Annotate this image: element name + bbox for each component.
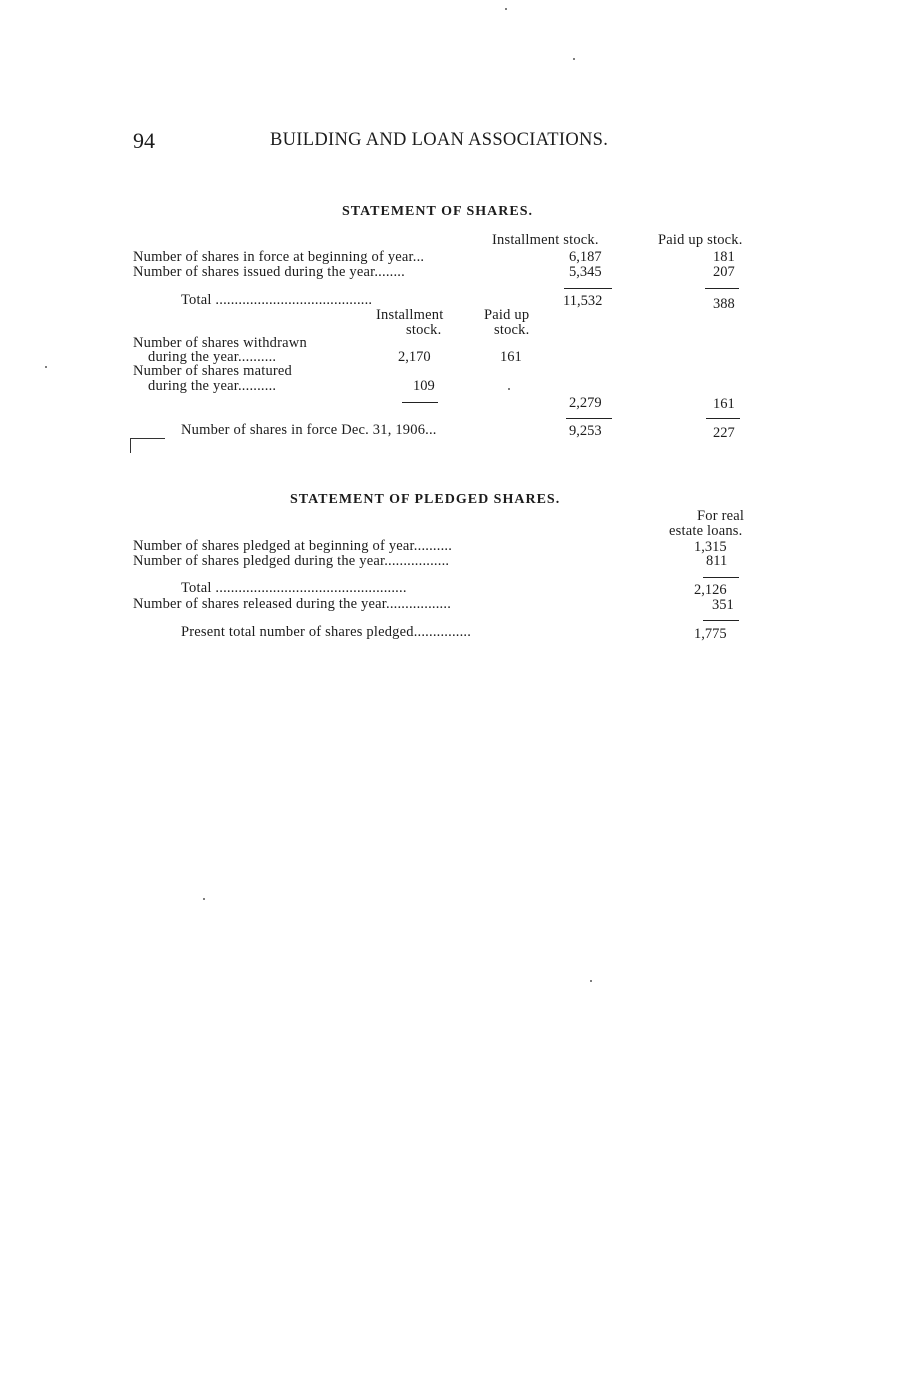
sub-header-paid-up-stock: stock. bbox=[494, 322, 530, 338]
row-label-withdrawn: Number of shares withdrawn bbox=[133, 335, 307, 351]
pledged-value-released: 351 bbox=[712, 597, 734, 613]
value-beginning-installment: 6,187 bbox=[569, 249, 602, 265]
rule bbox=[703, 620, 739, 621]
running-title: BUILDING AND LOAN ASSOCIATIONS. bbox=[270, 130, 609, 150]
pledged-row-beginning: Number of shares pledged at beginning of year.......... bbox=[133, 538, 453, 554]
pledged-row-total: Total .................................................. bbox=[181, 580, 407, 596]
pledged-section-title: STATEMENT OF PLEDGED SHARES. bbox=[290, 492, 561, 507]
scan-speck bbox=[505, 8, 507, 10]
value-deductions-paid-up: 161 bbox=[713, 396, 735, 412]
pledged-row-during: Number of shares pledged during the year................. bbox=[133, 553, 450, 569]
scan-speck bbox=[573, 58, 575, 60]
row-label-matured: Number of shares matured bbox=[133, 363, 293, 379]
row-label-beginning: Number of shares in force at beginning of year... bbox=[133, 249, 425, 265]
scan-speck bbox=[203, 898, 205, 900]
value-withdrawn-installment: 2,170 bbox=[398, 349, 431, 365]
row-label-total: Total ......................................... bbox=[181, 292, 373, 308]
sub-header-installment-stock: stock. bbox=[406, 322, 442, 338]
column-header-for-real: For real bbox=[697, 508, 745, 524]
pledged-value-total: 2,126 bbox=[694, 582, 727, 598]
value-end-paid-up: 227 bbox=[713, 425, 735, 441]
value-total-installment: 11,532 bbox=[563, 293, 603, 309]
scan-speck bbox=[590, 980, 592, 982]
value-withdrawn-paid-up: 161 bbox=[500, 349, 522, 365]
value-issued-paid-up: 207 bbox=[713, 264, 735, 280]
value-issued-installment: 5,345 bbox=[569, 264, 602, 280]
scan-speck bbox=[45, 366, 47, 368]
sub-header-installment: Installment bbox=[376, 307, 444, 323]
column-header-estate-loans: estate loans. bbox=[669, 523, 743, 539]
column-header-installment: Installment stock. bbox=[492, 232, 599, 248]
shares-section-title: STATEMENT OF SHARES. bbox=[342, 204, 534, 219]
row-label-end: Number of shares in force Dec. 31, 1906... bbox=[181, 422, 437, 438]
value-end-installment: 9,253 bbox=[569, 423, 602, 439]
pledged-row-released: Number of shares released during the year................. bbox=[133, 596, 452, 612]
row-label-issued: Number of shares issued during the year........ bbox=[133, 264, 405, 280]
margin-mark bbox=[130, 438, 165, 453]
pledged-row-present: Present total number of shares pledged............... bbox=[181, 624, 472, 640]
column-header-paid-up: Paid up stock. bbox=[658, 232, 743, 248]
rule bbox=[566, 418, 612, 419]
rule bbox=[564, 288, 612, 289]
value-matured-installment: 109 bbox=[413, 378, 435, 394]
rule bbox=[703, 577, 739, 578]
row-label-withdrawn-cont: during the year.......... bbox=[148, 349, 277, 365]
rule bbox=[402, 402, 438, 403]
sub-header-paid-up: Paid up bbox=[484, 307, 530, 323]
pledged-value-beginning: 1,315 bbox=[694, 539, 727, 555]
rule bbox=[706, 418, 740, 419]
value-total-paid-up: 388 bbox=[713, 296, 735, 312]
value-beginning-paid-up: 181 bbox=[713, 249, 735, 265]
rule bbox=[705, 288, 739, 289]
scan-speck bbox=[508, 388, 510, 390]
pledged-value-present: 1,775 bbox=[694, 626, 727, 642]
row-label-matured-cont: during the year.......... bbox=[148, 378, 277, 394]
value-deductions-installment: 2,279 bbox=[569, 395, 602, 411]
pledged-value-during: 811 bbox=[706, 553, 728, 569]
page-number: 94 bbox=[133, 128, 155, 153]
